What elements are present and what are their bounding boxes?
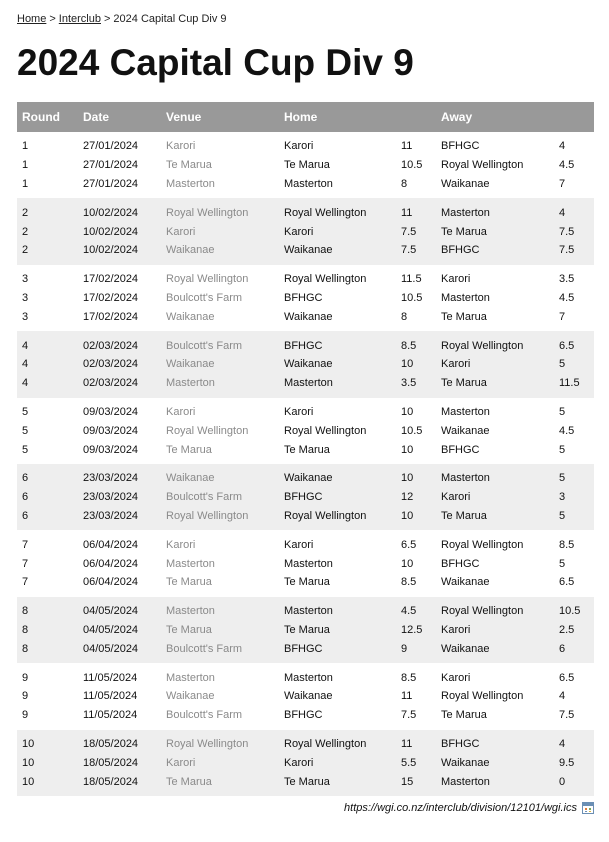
cell-home: Waikanae	[279, 241, 396, 260]
table-row	[17, 270, 594, 289]
cell-home-score: 10	[396, 355, 436, 374]
cell-away-score: 7.5	[554, 706, 594, 725]
cell-date: 09/03/2024	[78, 440, 161, 459]
cell-venue: Boulcott's Farm	[161, 336, 279, 355]
table-row	[17, 137, 594, 156]
cell-date: 04/05/2024	[78, 621, 161, 640]
cell-home-score: 10	[396, 440, 436, 459]
cell-venue: Masterton	[161, 554, 279, 573]
cell-away: BFHGC	[436, 137, 554, 156]
cell-venue: Karori	[161, 222, 279, 241]
table-row	[17, 621, 594, 640]
cell-home-score: 5.5	[396, 753, 436, 772]
cell-venue: Boulcott's Farm	[161, 488, 279, 507]
breadcrumb-separator: >	[49, 13, 56, 25]
table-row	[17, 403, 594, 422]
cell-away-score: 5	[554, 554, 594, 573]
cell-home: BFHGC	[279, 488, 396, 507]
cell-round: 9	[17, 706, 78, 725]
cell-away-score: 4	[554, 735, 594, 754]
cell-home: Karori	[279, 403, 396, 422]
cell-round: 5	[17, 421, 78, 440]
table-row	[17, 289, 594, 308]
cell-round: 2	[17, 241, 78, 260]
table-row	[17, 573, 594, 592]
table-row	[17, 355, 594, 374]
cell-round: 4	[17, 355, 78, 374]
cell-away-score: 5	[554, 507, 594, 526]
table-row	[17, 440, 594, 459]
cell-home-score: 10.5	[396, 289, 436, 308]
header-date: Date	[78, 102, 161, 132]
breadcrumb-interclub-link[interactable]: Interclub	[58, 13, 101, 25]
cell-round: 10	[17, 735, 78, 754]
cell-venue: Royal Wellington	[161, 507, 279, 526]
table-row	[17, 336, 594, 355]
breadcrumb-separator: >	[103, 13, 111, 25]
cell-home: Royal Wellington	[279, 735, 396, 754]
cell-round: 10	[17, 772, 78, 791]
breadcrumb-current: 2024 Capital Cup Div 9	[113, 13, 227, 25]
cell-round: 1	[17, 137, 78, 156]
cell-away: Masterton	[436, 289, 554, 308]
cell-venue: Royal Wellington	[161, 203, 279, 222]
cell-date: 02/03/2024	[78, 355, 161, 374]
cell-home-score: 10.5	[396, 156, 436, 175]
cell-round: 5	[17, 440, 78, 459]
cell-away-score: 6.5	[554, 668, 594, 687]
table-row	[17, 753, 594, 772]
cell-away-score: 5	[554, 440, 594, 459]
cell-away: BFHGC	[436, 440, 554, 459]
cell-date: 10/02/2024	[78, 203, 161, 222]
header-row	[17, 102, 594, 132]
table-row	[17, 687, 594, 706]
table-row	[17, 175, 594, 194]
cell-venue: Masterton	[161, 175, 279, 194]
cell-home-score: 11	[396, 137, 436, 156]
cell-away-score: 4	[554, 137, 594, 156]
cell-away: Te Marua	[436, 374, 554, 393]
fixtures-header	[17, 102, 594, 132]
cell-home-score: 8	[396, 175, 436, 194]
cell-venue: Karori	[161, 753, 279, 772]
cell-home-score: 8.5	[396, 336, 436, 355]
cell-away-score: 3	[554, 488, 594, 507]
cell-date: 04/05/2024	[78, 639, 161, 658]
cell-home: Te Marua	[279, 156, 396, 175]
cell-round: 3	[17, 289, 78, 308]
cell-away-score: 4.5	[554, 289, 594, 308]
table-row	[17, 535, 594, 554]
cell-date: 23/03/2024	[78, 488, 161, 507]
page-title: 2024 Capital Cup Div 9	[17, 42, 414, 83]
cell-home-score: 7.5	[396, 241, 436, 260]
table-row	[17, 735, 594, 754]
table-row	[17, 203, 594, 222]
cell-venue: Royal Wellington	[161, 270, 279, 289]
cell-venue: Boulcott's Farm	[161, 289, 279, 308]
table-row	[17, 639, 594, 658]
cell-home: Waikanae	[279, 687, 396, 706]
cell-away-score: 3.5	[554, 270, 594, 289]
round-group	[17, 730, 594, 796]
cell-away: Royal Wellington	[436, 602, 554, 621]
cell-date: 17/02/2024	[78, 270, 161, 289]
cell-round: 9	[17, 687, 78, 706]
cell-date: 06/04/2024	[78, 535, 161, 554]
cell-venue: Te Marua	[161, 573, 279, 592]
cell-home: Te Marua	[279, 621, 396, 640]
cell-away: Te Marua	[436, 307, 554, 326]
cell-round: 6	[17, 469, 78, 488]
table-row	[17, 602, 594, 621]
header-away: Away	[436, 102, 554, 132]
cell-away-score: 11.5	[554, 374, 594, 393]
cell-away-score: 4.5	[554, 156, 594, 175]
cell-away-score: 4.5	[554, 421, 594, 440]
table-row	[17, 668, 594, 687]
cell-venue: Boulcott's Farm	[161, 706, 279, 725]
cell-home: BFHGC	[279, 639, 396, 658]
cell-home-score: 10	[396, 469, 436, 488]
cell-round: 8	[17, 602, 78, 621]
cell-round: 6	[17, 488, 78, 507]
cell-away-score: 6.5	[554, 336, 594, 355]
cell-round: 10	[17, 753, 78, 772]
cell-round: 3	[17, 270, 78, 289]
cell-round: 2	[17, 222, 78, 241]
cell-date: 18/05/2024	[78, 753, 161, 772]
cell-venue: Boulcott's Farm	[161, 639, 279, 658]
cell-date: 06/04/2024	[78, 573, 161, 592]
cell-venue: Masterton	[161, 668, 279, 687]
header-home: Home	[279, 102, 396, 132]
cell-away-score: 7	[554, 175, 594, 194]
round-group	[17, 132, 594, 198]
footer	[17, 802, 594, 814]
ics-link[interactable]: https://wgi.co.nz/interclub/division/12101/wgi.ics	[344, 801, 577, 814]
cell-home: Waikanae	[279, 355, 396, 374]
cell-away: Waikanae	[436, 753, 554, 772]
cell-date: 17/02/2024	[78, 289, 161, 308]
cell-home: Masterton	[279, 175, 396, 194]
cell-away-score: 7.5	[554, 222, 594, 241]
cell-home: Masterton	[279, 668, 396, 687]
spacer-cell	[17, 791, 594, 796]
table-row	[17, 554, 594, 573]
cell-away: Masterton	[436, 403, 554, 422]
cell-home-score: 12	[396, 488, 436, 507]
cell-date: 27/01/2024	[78, 156, 161, 175]
table-row	[17, 374, 594, 393]
cell-home-score: 6.5	[396, 535, 436, 554]
cell-away-score: 4	[554, 203, 594, 222]
round-group	[17, 198, 594, 264]
header-round: Round	[17, 102, 78, 132]
table-row	[17, 421, 594, 440]
round-group	[17, 398, 594, 464]
cell-home-score: 11	[396, 735, 436, 754]
cell-round: 1	[17, 156, 78, 175]
table-row	[17, 241, 594, 260]
cell-home-score: 12.5	[396, 621, 436, 640]
cell-date: 10/02/2024	[78, 222, 161, 241]
table-row	[17, 488, 594, 507]
header-away-score	[554, 102, 594, 132]
cell-date: 23/03/2024	[78, 507, 161, 526]
cell-away-score: 5	[554, 403, 594, 422]
cell-away: Masterton	[436, 469, 554, 488]
cell-date: 09/03/2024	[78, 403, 161, 422]
cell-venue: Waikanae	[161, 307, 279, 326]
cell-away: Royal Wellington	[436, 687, 554, 706]
cell-date: 17/02/2024	[78, 307, 161, 326]
cell-home: Masterton	[279, 602, 396, 621]
cell-venue: Te Marua	[161, 621, 279, 640]
cell-home-score: 11.5	[396, 270, 436, 289]
header-venue: Venue	[161, 102, 279, 132]
cell-venue: Te Marua	[161, 772, 279, 791]
cell-home: Royal Wellington	[279, 270, 396, 289]
cell-round: 7	[17, 535, 78, 554]
cell-away-score: 9.5	[554, 753, 594, 772]
table-row	[17, 222, 594, 241]
cell-venue: Te Marua	[161, 440, 279, 459]
round-group	[17, 265, 594, 331]
cell-date: 18/05/2024	[78, 735, 161, 754]
cell-away: BFHGC	[436, 241, 554, 260]
cell-venue: Royal Wellington	[161, 735, 279, 754]
cell-away: Karori	[436, 668, 554, 687]
cell-away: Karori	[436, 488, 554, 507]
table-row	[17, 772, 594, 791]
cell-away-score: 5	[554, 355, 594, 374]
cell-home: Karori	[279, 222, 396, 241]
cell-home-score: 8.5	[396, 573, 436, 592]
cell-away: Royal Wellington	[436, 156, 554, 175]
row-spacer	[17, 791, 594, 796]
cell-round: 8	[17, 621, 78, 640]
round-group	[17, 464, 594, 530]
cell-away-score: 0	[554, 772, 594, 791]
cell-home: Waikanae	[279, 307, 396, 326]
cell-venue: Royal Wellington	[161, 421, 279, 440]
cell-round: 9	[17, 668, 78, 687]
cell-date: 06/04/2024	[78, 554, 161, 573]
cell-date: 27/01/2024	[78, 137, 161, 156]
cell-round: 2	[17, 203, 78, 222]
round-group	[17, 530, 594, 596]
cell-round: 8	[17, 639, 78, 658]
cell-away-score: 2.5	[554, 621, 594, 640]
cell-date: 04/05/2024	[78, 602, 161, 621]
cell-date: 10/02/2024	[78, 241, 161, 260]
cell-away: Waikanae	[436, 573, 554, 592]
cell-venue: Masterton	[161, 602, 279, 621]
cell-home-score: 15	[396, 772, 436, 791]
table-row	[17, 307, 594, 326]
cell-home: Te Marua	[279, 440, 396, 459]
cell-home: Te Marua	[279, 772, 396, 791]
cell-home: Royal Wellington	[279, 507, 396, 526]
cell-away: Te Marua	[436, 222, 554, 241]
cell-home-score: 4.5	[396, 602, 436, 621]
cell-date: 11/05/2024	[78, 687, 161, 706]
round-group	[17, 597, 594, 663]
cell-away-score: 5	[554, 469, 594, 488]
cell-away-score: 6.5	[554, 573, 594, 592]
cell-home: Royal Wellington	[279, 203, 396, 222]
cell-home-score: 10	[396, 554, 436, 573]
cell-away: BFHGC	[436, 554, 554, 573]
cell-away-score: 7	[554, 307, 594, 326]
cell-round: 3	[17, 307, 78, 326]
cell-away: Waikanae	[436, 421, 554, 440]
fixtures-table	[17, 102, 594, 796]
cell-away: Masterton	[436, 203, 554, 222]
cell-home-score: 3.5	[396, 374, 436, 393]
round-group	[17, 663, 594, 729]
cell-round: 7	[17, 554, 78, 573]
cell-away: Karori	[436, 621, 554, 640]
cell-away-score: 6	[554, 639, 594, 658]
breadcrumb-home-link[interactable]: Home	[17, 13, 47, 25]
table-row	[17, 706, 594, 725]
cell-venue: Waikanae	[161, 241, 279, 260]
cell-home-score: 10	[396, 403, 436, 422]
cell-date: 02/03/2024	[78, 336, 161, 355]
round-group	[17, 331, 594, 397]
cell-away: BFHGC	[436, 735, 554, 754]
cell-away: Te Marua	[436, 507, 554, 526]
cell-home: Karori	[279, 137, 396, 156]
cell-away: Waikanae	[436, 639, 554, 658]
cell-home-score: 7.5	[396, 222, 436, 241]
cell-venue: Karori	[161, 535, 279, 554]
calendar-icon[interactable]	[582, 802, 594, 814]
cell-date: 02/03/2024	[78, 374, 161, 393]
cell-venue: Waikanae	[161, 687, 279, 706]
cell-home-score: 11	[396, 687, 436, 706]
cell-home: BFHGC	[279, 706, 396, 725]
cell-home: Royal Wellington	[279, 421, 396, 440]
cell-home: Masterton	[279, 374, 396, 393]
cell-date: 09/03/2024	[78, 421, 161, 440]
cell-round: 5	[17, 403, 78, 422]
cell-home-score: 11	[396, 203, 436, 222]
cell-away: Royal Wellington	[436, 535, 554, 554]
cell-home: Karori	[279, 753, 396, 772]
cell-round: 4	[17, 374, 78, 393]
cell-home-score: 10.5	[396, 421, 436, 440]
cell-venue: Karori	[161, 137, 279, 156]
cell-home: Te Marua	[279, 573, 396, 592]
cell-date: 23/03/2024	[78, 469, 161, 488]
cell-venue: Te Marua	[161, 156, 279, 175]
cell-home: Karori	[279, 535, 396, 554]
cell-home-score: 8.5	[396, 668, 436, 687]
cell-away-score: 10.5	[554, 602, 594, 621]
cell-venue: Masterton	[161, 374, 279, 393]
cell-venue: Karori	[161, 403, 279, 422]
cell-venue: Waikanae	[161, 469, 279, 488]
cell-date: 18/05/2024	[78, 772, 161, 791]
cell-round: 7	[17, 573, 78, 592]
cell-home-score: 10	[396, 507, 436, 526]
cell-home: Waikanae	[279, 469, 396, 488]
cell-venue: Waikanae	[161, 355, 279, 374]
cell-away-score: 7.5	[554, 241, 594, 260]
cell-date: 27/01/2024	[78, 175, 161, 194]
cell-away: Karori	[436, 270, 554, 289]
cell-date: 11/05/2024	[78, 668, 161, 687]
cell-home: BFHGC	[279, 336, 396, 355]
cell-away: Te Marua	[436, 706, 554, 725]
cell-home-score: 7.5	[396, 706, 436, 725]
breadcrumb	[17, 12, 592, 26]
cell-round: 1	[17, 175, 78, 194]
cell-home-score: 8	[396, 307, 436, 326]
cell-round: 4	[17, 336, 78, 355]
table-row	[17, 469, 594, 488]
cell-away-score: 8.5	[554, 535, 594, 554]
table-row	[17, 156, 594, 175]
header-home-score	[396, 102, 436, 132]
cell-away: Masterton	[436, 772, 554, 791]
cell-home: Masterton	[279, 554, 396, 573]
cell-date: 11/05/2024	[78, 706, 161, 725]
cell-home: BFHGC	[279, 289, 396, 308]
cell-round: 6	[17, 507, 78, 526]
cell-away: Royal Wellington	[436, 336, 554, 355]
table-row	[17, 507, 594, 526]
cell-away: Waikanae	[436, 175, 554, 194]
cell-away: Karori	[436, 355, 554, 374]
cell-away-score: 4	[554, 687, 594, 706]
cell-home-score: 9	[396, 639, 436, 658]
